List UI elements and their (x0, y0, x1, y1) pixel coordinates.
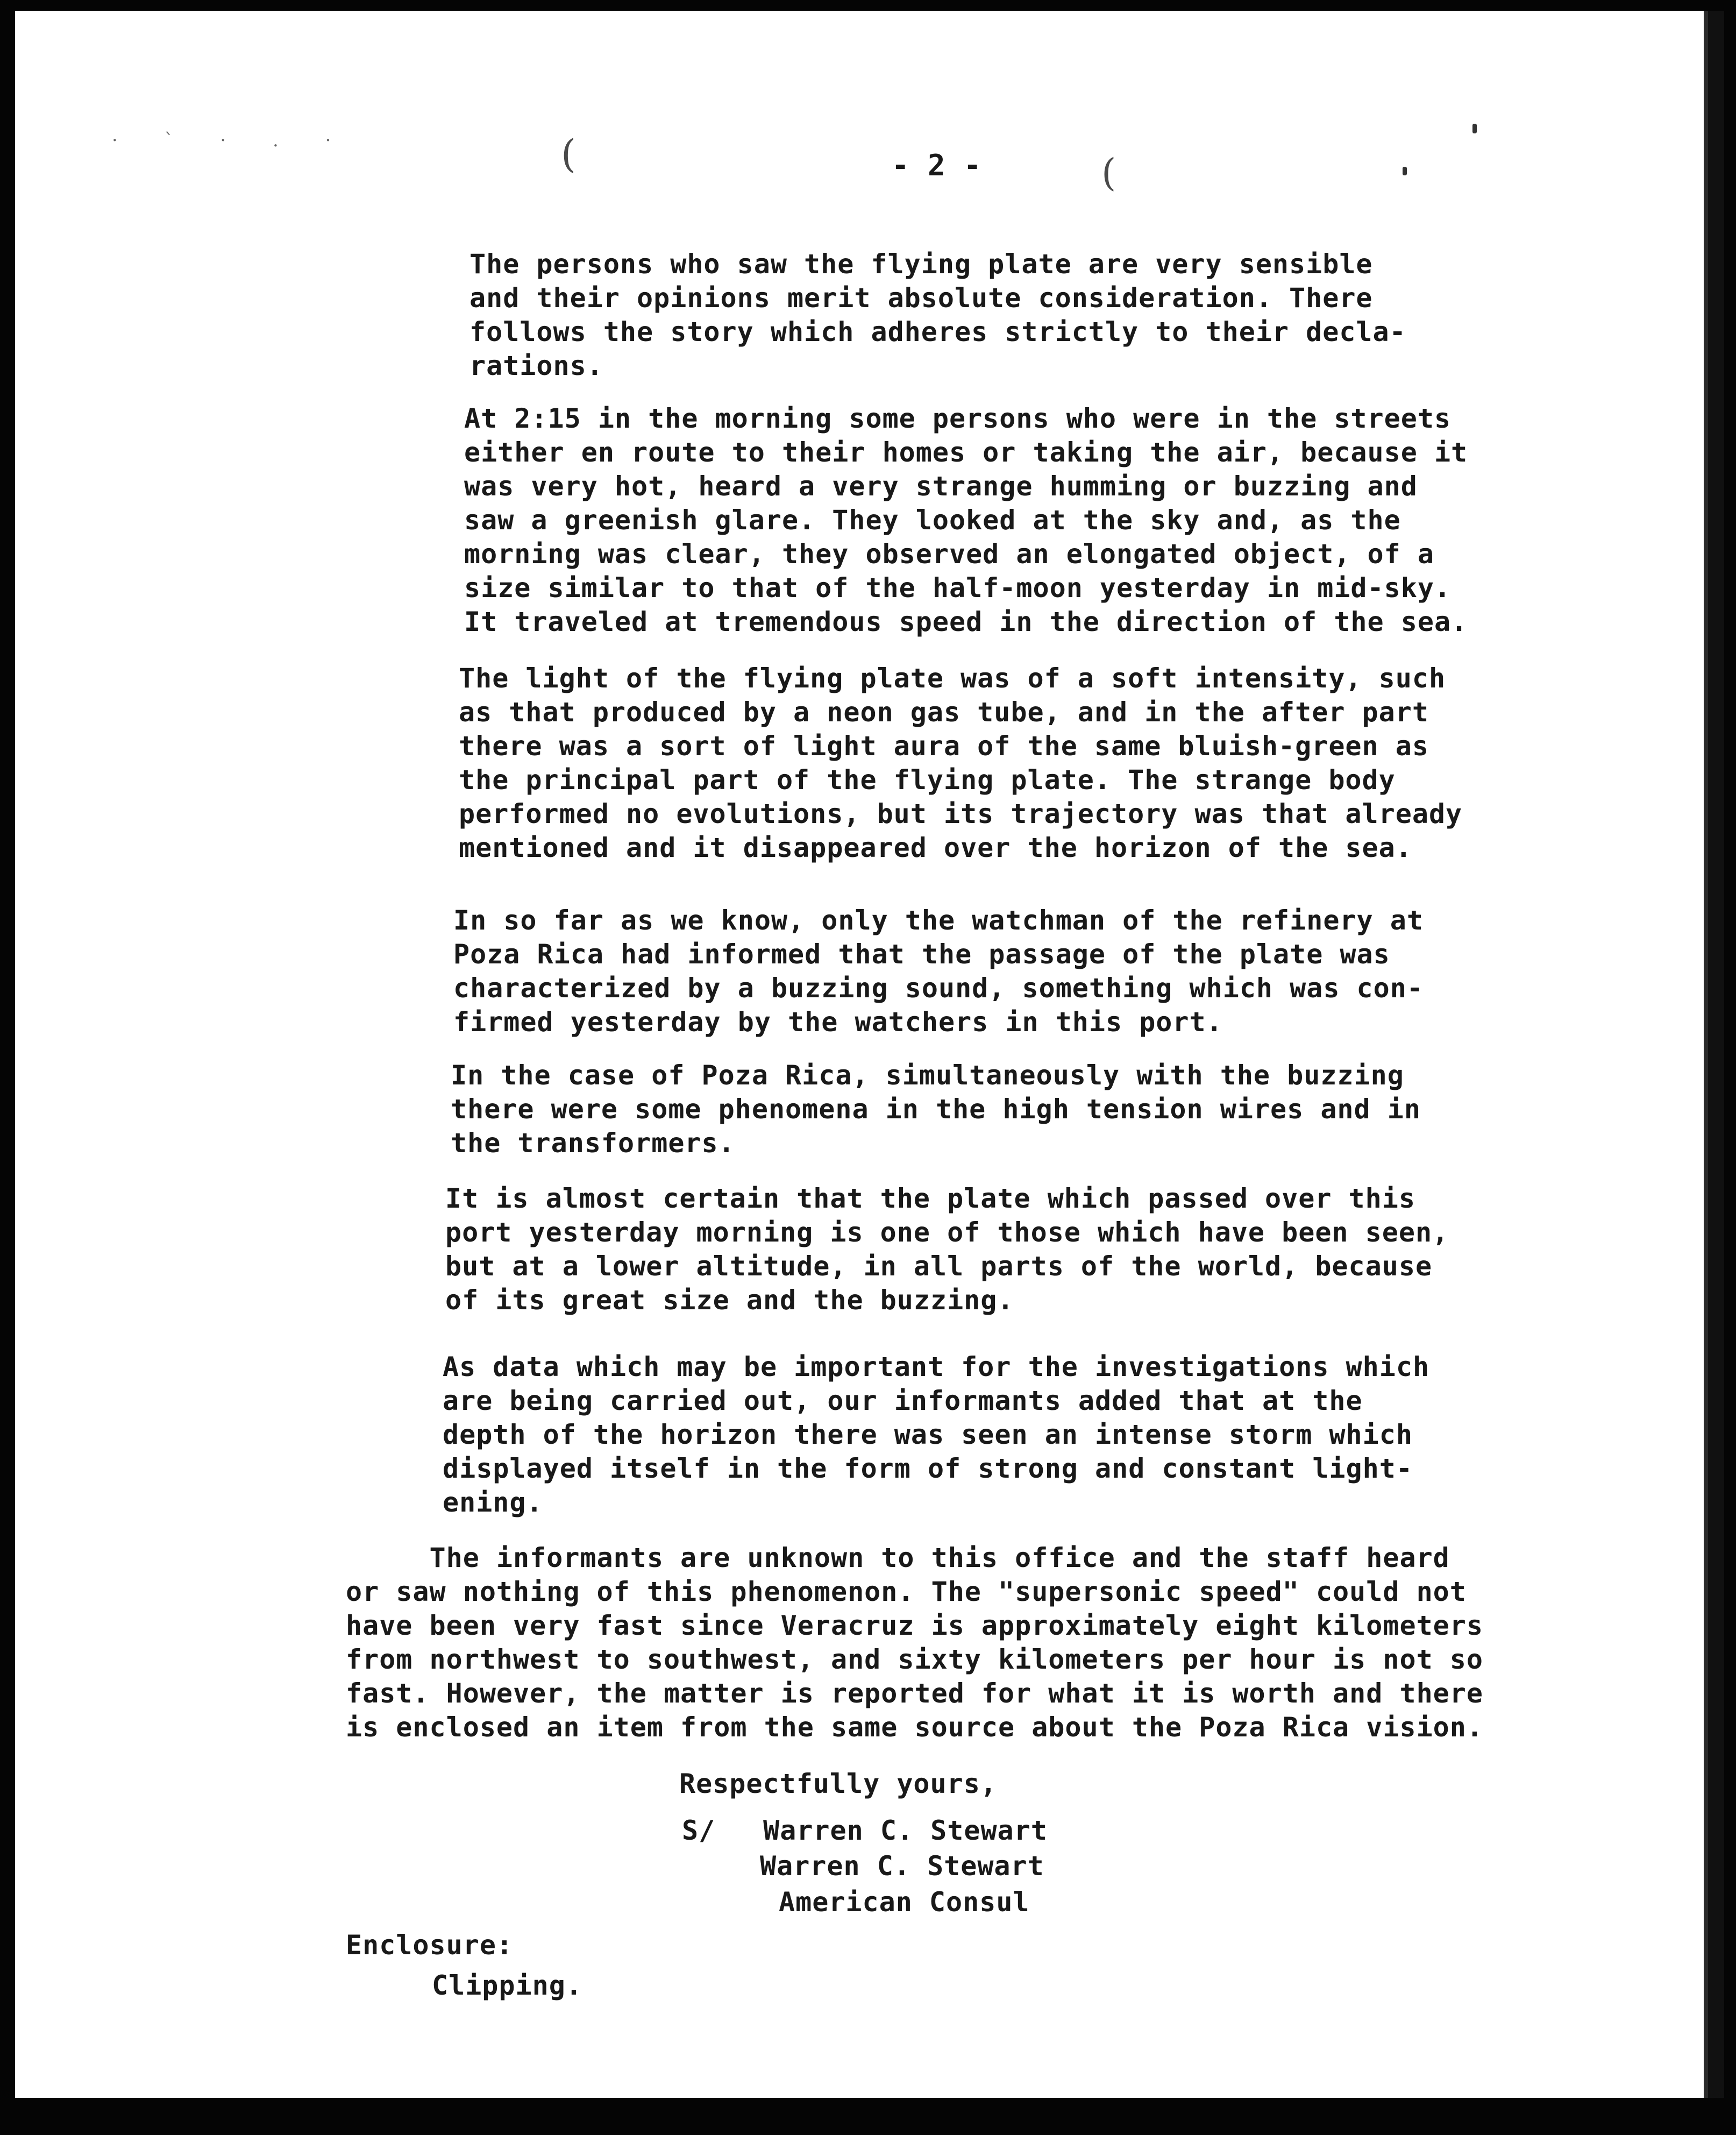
paragraph-line: firmed yesterday by the watchers in this port. (453, 1006, 1223, 1038)
document-body (15, 11, 1704, 2098)
paragraph-1 (469, 247, 1406, 383)
paragraph-line: Poza Rica had informed that the passage of the plate was (453, 939, 1390, 970)
paragraph-line: have been very fast since Veracruz is approximately eight kilometers (346, 1610, 1483, 1641)
paragraph-line: The light of the flying plate was of a soft intensity, such (459, 663, 1446, 694)
paragraph-line: It traveled at tremendous speed in the direction of the sea. (464, 606, 1468, 637)
typed-title: American Consul (779, 1886, 1030, 1918)
paragraph-line: The informants are unknown to this office and the staff heard (346, 1542, 1450, 1573)
enclosure-label: Enclosure: (346, 1930, 514, 1961)
paragraph-line: The persons who saw the flying plate are very sensible (469, 249, 1373, 280)
paragraph-line: but at a lower altitude, in all parts of the world, because (445, 1251, 1433, 1282)
signature-name: Warren C. Stewart (763, 1815, 1048, 1846)
page-number: - 2 - (892, 148, 982, 182)
paragraph-line: from northwest to southwest, and sixty kilometers per hour is not so (346, 1644, 1483, 1675)
paragraph-line: characterized by a buzzing sound, something which was con- (453, 973, 1424, 1004)
paragraph-line: depth of the horizon there was seen an intense storm which (443, 1419, 1413, 1450)
paragraph-7 (443, 1350, 1429, 1520)
paragraph-line: follows the story which adheres strictly to their decla- (469, 316, 1406, 347)
stray-parenthesis-right: ( (1101, 151, 1117, 195)
paragraph-line: or saw nothing of this phenomenon. The "supersonic speed" could not (346, 1576, 1467, 1607)
paragraph-6 (445, 1182, 1449, 1317)
paragraph-line: At 2:15 in the morning some persons who were in the streets (464, 403, 1452, 434)
paragraph-line: In the case of Poza Rica, simultaneously with the buzzing (451, 1060, 1404, 1091)
paper-speck-right-2 (1403, 167, 1407, 175)
paragraph-line: either en route to their homes or taking the air, because it (464, 437, 1468, 468)
paragraph-line: size similar to that of the half-moon yesterday in mid-sky. (464, 572, 1452, 604)
paragraph-line: saw a greenish glare. They looked at the sky and, as the (464, 505, 1401, 536)
paragraph-line: ening. (443, 1487, 543, 1518)
enclosure-item: Clipping. (432, 1970, 582, 2001)
paragraph-line: the transformers. (451, 1127, 735, 1159)
paragraph-8 (346, 1541, 1483, 1744)
paragraph-5 (451, 1059, 1421, 1160)
document-page (15, 11, 1708, 2098)
typed-name: Warren C. Stewart (760, 1850, 1044, 1882)
paragraph-line: fast. However, the matter is reported for what it is worth and there (346, 1678, 1483, 1709)
paragraph-line: In so far as we know, only the watchman of the refinery at (453, 905, 1424, 936)
paragraph-line: It is almost certain that the plate which passed over this (445, 1183, 1415, 1214)
paragraph-line: and their opinions merit absolute consideration. There (469, 282, 1373, 314)
paragraph-line: As data which may be important for the investigations which (443, 1351, 1430, 1382)
paragraph-line: mentioned and it disappeared over the horizon of the sea. (459, 832, 1412, 863)
paper-speck-right (1472, 124, 1477, 133)
paragraph-line: rations. (469, 350, 603, 381)
paragraph-line: the principal part of the flying plate. The strange body (459, 764, 1396, 796)
paragraph-line: of its great size and the buzzing. (445, 1285, 1014, 1316)
paragraph-line: as that produced by a neon gas tube, and in the after part (459, 697, 1429, 728)
signature-line (682, 1814, 1048, 1848)
paragraph-line: there were some phenomena in the high tension wires and in (451, 1094, 1421, 1125)
paragraph-line: morning was clear, they observed an elongated object, of a (464, 538, 1434, 570)
paper-specks: · ` · . · (112, 130, 352, 151)
paragraph-2 (464, 402, 1468, 639)
paragraph-line: displayed itself in the form of strong and constant light- (443, 1453, 1413, 1484)
paragraph-line: is enclosed an item from the same source about the Poza Rica vision. (346, 1712, 1483, 1743)
closing-salutation: Respectfully yours, (679, 1768, 997, 1799)
paragraph-line: performed no evolutions, but its trajectory was that already (459, 798, 1463, 829)
signature-prefix: S/ (682, 1815, 716, 1846)
paragraph-line: there was a sort of light aura of the same bluish-green as (459, 730, 1429, 762)
paragraph-4 (453, 904, 1424, 1039)
paragraph-line: port yesterday morning is one of those which have been seen, (445, 1217, 1449, 1248)
stray-parenthesis-left: ( (561, 131, 577, 176)
paragraph-3 (459, 662, 1462, 865)
paragraph-line: was very hot, heard a very strange humming or buzzing and (464, 471, 1418, 502)
paragraph-line: are being carried out, our informants added that at the (443, 1385, 1363, 1416)
